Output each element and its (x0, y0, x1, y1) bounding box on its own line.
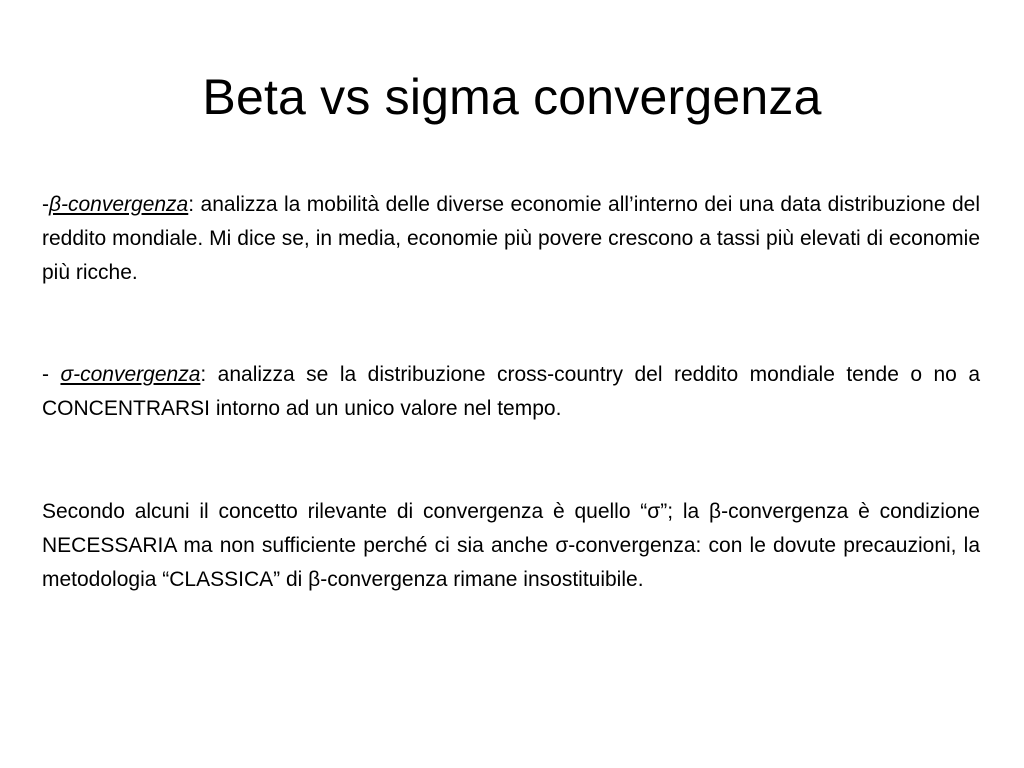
beta-prefix: - (42, 193, 49, 216)
conclusion-paragraph: Secondo alcuni il concetto rilevante di convergenza è quello “σ”; la β-convergenza è condizione NECESSARIA ma non sufficiente perché ci sia anche σ-convergenza: con le dovute precauzioni, la metodologia “CLASSICA” di β-convergenza rimane insostituibile. (42, 500, 980, 591)
beta-convergence-paragraph (42, 188, 980, 290)
sigma-prefix: - (42, 363, 61, 386)
sigma-convergence-term: σ-convergenza (60, 363, 201, 386)
sigma-convergence-paragraph (42, 358, 980, 426)
slide-title: Beta vs sigma convergenza (202, 69, 822, 125)
beta-convergence-text: : analizza la mobilità delle diverse economie all’interno dei una data distribuzione del reddito mondiale. Mi dice se, in media, economie più povere crescono a tassi più elevati di economie più ricche. (42, 193, 980, 284)
beta-convergence-term: β-convergenza (49, 193, 189, 216)
sigma-convergence-text: : analizza se la distribuzione cross-country del reddito mondiale tende o no a CONCENTRARSI intorno ad un unico valore nel tempo. (42, 363, 981, 420)
